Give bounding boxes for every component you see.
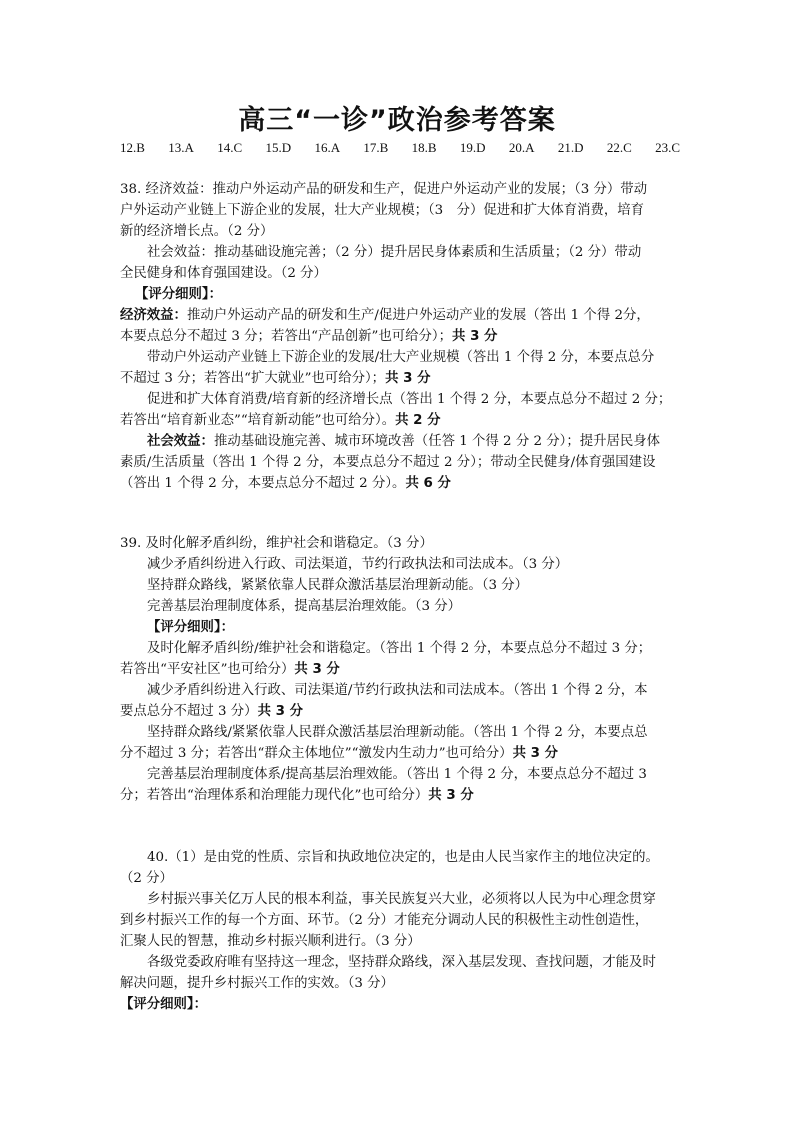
rubric-line <box>120 786 474 806</box>
rubric-heading: 【评分细则】： <box>120 997 208 1012</box>
rubric-total: 共 2 分 <box>395 413 441 428</box>
rubric-total: 共 3 分 <box>428 788 474 803</box>
answer-line: 坚持群众路线，紧紧依靠人民群众激活基层治理新动能。（3 分） <box>147 578 529 593</box>
rubric-line <box>120 327 497 347</box>
rubric-text: 若答出“平安社区”也可给分） <box>120 662 295 677</box>
answer-line: 40.（1）是由党的性质、宗旨和执政地位决定的，也是由人民当家作主的地位决定的。 <box>147 850 659 865</box>
rubric-text: 素质/生活质量（答出 1 个得 2 分，本要点总分不超过 2 分）；带动全民健身/体育强国建设 <box>120 455 656 470</box>
rubric-total: 共 3 分 <box>294 662 340 677</box>
answer-line: 到乡村振兴工作的每一个方面、环节。（2 分）才能充分调动人民的积极性主动性创造性， <box>120 913 649 928</box>
choice-answer: 18.B <box>411 140 437 155</box>
rubric-total: 共 3 分 <box>512 746 559 761</box>
answer-line: 汇聚人民的智慧，推动乡村振兴顺利进行。（3 分） <box>120 934 421 949</box>
rubric-text: 完善基层治理制度体系/提高基层治理效能。（答出 1 个得 2 分，本要点总分不超过 3 <box>147 767 647 782</box>
rubric-total: 共 3 分 <box>385 371 431 386</box>
rubric-line <box>147 765 647 785</box>
answer-line: 减少矛盾纠纷进入行政、司法渠道，节约行政执法和司法成本。（3 分） <box>147 557 569 572</box>
answer-line: （2 分） <box>120 871 173 886</box>
rubric-line <box>120 453 655 473</box>
choice-answer: 19.D <box>459 140 486 155</box>
answer-line: 39. 及时化解矛盾纠纷，维护社会和谐稳定。（3 分） <box>120 536 433 551</box>
rubric-lead: 社会效益： <box>147 434 214 449</box>
rubric-text: 及时化解矛盾纠纷/维护社会和谐稳定。（答出 1 个得 2 分，本要点总分不超过 3 分； <box>147 641 652 656</box>
choice-answer: 12.B <box>120 140 145 155</box>
rubric-line <box>120 369 431 389</box>
choice-answer: 16.A <box>314 140 341 155</box>
rubric-text: 不超过 3 分；若答出“扩大就业”也可给分）； <box>120 371 386 386</box>
rubric-text: 要点总分不超过 3 分） <box>120 704 258 719</box>
rubric-heading: 【评分细则】： <box>135 287 223 302</box>
choice-answer: 20.A <box>508 140 535 155</box>
rubric-line <box>147 348 654 368</box>
rubric-line <box>120 411 441 431</box>
rubric-text: 本要点总分不超过 3 分；若答出“产品创新”也可给分）； <box>120 329 453 344</box>
rubric-text: 减少矛盾纠纷进入行政、司法渠道/节约行政执法和司法成本。（答出 1 个得 2 分，本 <box>147 683 648 698</box>
page-title: 高三“一诊”政治参考答案 <box>238 105 556 136</box>
rubric-line <box>120 744 558 764</box>
answer-line: 社会效益：推动基础设施完善；（2 分）提升居民身体素质和生活质量；（2 分）带动 <box>147 245 642 260</box>
answer-line: 户外运动产业链上下游企业的发展，壮大产业规模；（3 分）促进和扩大体育消费，培育 <box>120 203 645 218</box>
choice-answer: 21.D <box>557 140 584 155</box>
choice-answer: 17.B <box>363 140 389 155</box>
choice-answer: 23.C <box>655 140 680 155</box>
rubric-line <box>120 702 303 722</box>
answer-line: 38. 经济效益：推动户外运动产品的研发和生产，促进户外运动产业的发展；（3 分）带动 <box>120 182 648 197</box>
choice-answer-row <box>120 140 680 156</box>
rubric-total: 共 3 分 <box>257 704 303 719</box>
rubric-line <box>120 474 451 494</box>
rubric-line <box>147 390 671 410</box>
rubric-text: 若答出“培育新业态”“培育新动能”也可给分）。 <box>120 413 396 428</box>
rubric-text: 推动基础设施完善、城市环境改善（任答 1 个得 2 分 2 分）；提升居民身体 <box>213 434 661 449</box>
rubric-text: 分；若答出“治理体系和治理能力现代化”也可给分） <box>120 788 429 803</box>
rubric-total: 共 3 分 <box>452 329 498 344</box>
rubric-lead: 经济效益： <box>120 308 187 323</box>
rubric-text: 带动户外运动产业链上下游企业的发展/壮大产业规模（答出 1 个得 2 分，本要点总分 <box>147 350 655 365</box>
rubric-line <box>147 723 648 743</box>
choice-answer: 22.C <box>606 140 632 155</box>
rubric-total: 共 6 分 <box>405 476 451 491</box>
rubric-text: 推动户外运动产品的研发和生产/促进户外运动产业的发展（答出 1 个得 2分， <box>186 308 650 323</box>
rubric-line <box>147 639 651 659</box>
choice-answer: 14.C <box>217 140 243 155</box>
rubric-line <box>120 306 650 326</box>
answer-line: 乡村振兴事关亿万人民的根本利益，事关民族复兴大业，必须将以人民为中心理念贯穿 <box>147 892 656 907</box>
rubric-line <box>120 660 340 680</box>
choice-answer: 15.D <box>265 140 292 155</box>
rubric-text: （答出 1 个得 2 分，本要点总分不超过 2 分）。 <box>120 476 406 491</box>
answer-line: 完善基层治理制度体系，提高基层治理效能。（3 分） <box>147 599 462 614</box>
rubric-text: 分不超过 3 分；若答出“群众主体地位”“激发内生动力”也可给分） <box>120 746 513 761</box>
answer-line: 解决问题，提升乡村振兴工作的实效。（3 分） <box>120 976 394 991</box>
answer-line: 全民健身和体育强国建设。（2 分） <box>120 266 327 281</box>
rubric-text: 坚持群众路线/紧紧依靠人民群众激活基层治理新动能。（答出 1 个得 2 分，本要点总 <box>147 725 648 740</box>
rubric-text: 促进和扩大体育消费/培育新的经济增长点（答出 1 个得 2 分，本要点总分不超过 2 分； <box>147 392 672 407</box>
rubric-heading: 【评分细则】： <box>147 620 235 635</box>
answer-line: 新的经济增长点。（2 分） <box>120 224 274 239</box>
choice-answer: 13.A <box>168 140 194 155</box>
rubric-line <box>147 432 660 452</box>
rubric-line <box>147 681 648 701</box>
answer-line: 各级党委政府唯有坚持这一理念，坚持群众路线，深入基层发现、查找问题，才能及时 <box>147 955 656 970</box>
